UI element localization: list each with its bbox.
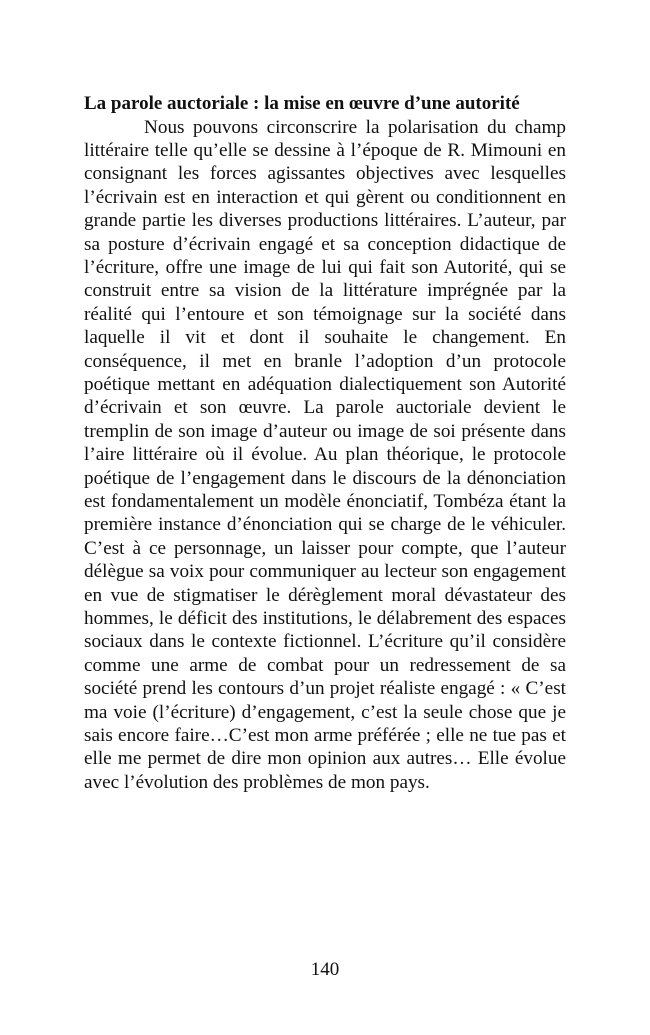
body-paragraph: Nous pouvons circonscrire la polarisation du champ littéraire telle qu’elle se dessine à l’époque de R. Mimouni en consignant les forces agissantes objectives avec lesquelles l’écrivain est en interaction et qui gèrent ou conditionnent en grande partie les diverses productions littéraires. L’auteur, par sa posture d’écrivain engagé et sa conception didactique de l’écriture, offre une image de lui qui fait son Autorité, qui se construit entre sa vision de la littérature imprégnée par la réalité qui l’entoure et son témoignage sur la société dans laquelle il vit et dont il souhaite le changement. En conséquence, il met en branle l’adoption d’un protocole poétique mettant en adéquation dialectiquement son Autorité d’écrivain et son œuvre. La parole auctoriale devient le tremplin de son image d’auteur ou image de soi présente dans l’aire littéraire où il évolue. Au plan théorique, le protocole poétique de l’engagement dans le discours de la dénonciation est fondamentalement un modèle énonciatif, Tombéza étant la première instance d’énonciation qui se charge de le véhiculer. C’est à ce personnage, un laisser pour compte, que l’auteur délègue sa voix pour communiquer au lecteur son engagement en vue de stigmatiser le dérèglement moral dévastateur des hommes, le déficit des institutions, le délabrement des espaces sociaux dans le contexte fictionnel. L’écriture qu’il considère comme une arme de combat pour un redressement de sa société prend les contours d’un projet réaliste engagé : « C’est ma voie (l’écriture) d’engagement, c’est la seule chose que je sais encore faire…C’est mon arme préférée ; elle ne tue pas et elle me permet de dire mon opinion aux autres… Elle évolue avec l’évolution des problèmes de mon pays. xyxy=(84,116,566,793)
section-heading: La parole auctoriale : la mise en œuvre d’une autorité xyxy=(84,93,520,114)
page-number: 140 xyxy=(310,959,340,980)
page-content xyxy=(84,92,566,794)
